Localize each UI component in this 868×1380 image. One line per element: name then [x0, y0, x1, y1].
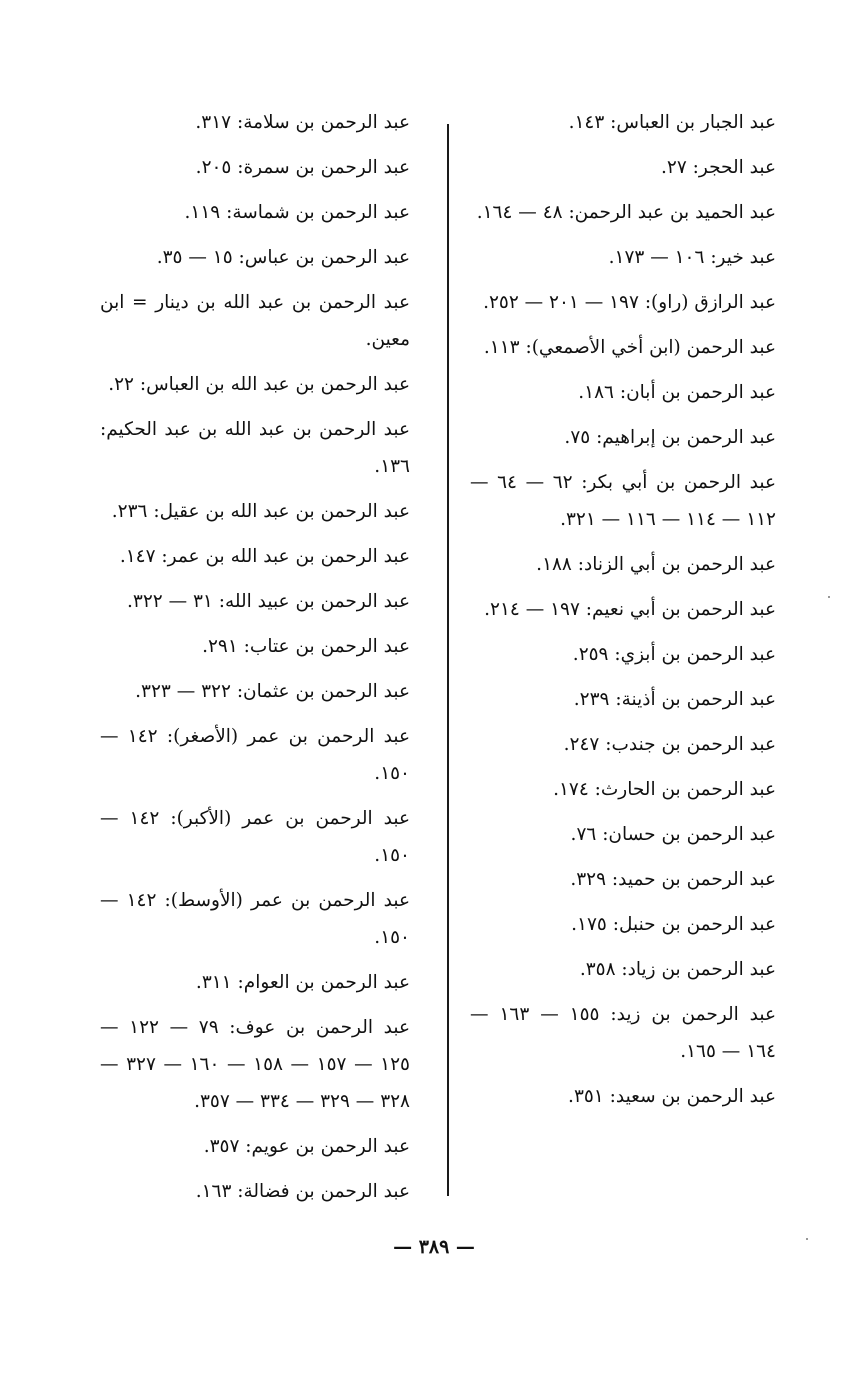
- index-entry: عبد الرحمن بن أذينة: ٢٣٩.: [573, 689, 776, 710]
- index-entry: عبد الرحمن بن إبراهيم: ٧٥.: [564, 427, 776, 448]
- index-entry: عبد الرحمن بن العوام: ٣١١.: [195, 972, 410, 993]
- scan-speck: [806, 1238, 808, 1240]
- index-entry: عبد الحجر: ٢٧.: [661, 157, 776, 178]
- index-entry: عبد الرحمن بن عمر (الأكبر): ١٤٢ — ١٥٠.: [100, 808, 411, 866]
- index-entry: عبد الرحمن بن عبد الله بن العباس: ٢٢.: [108, 374, 410, 395]
- index-entry: عبد الرحمن بن سلامة: ٣١٧.: [195, 112, 410, 133]
- index-entry: عبد الجبار بن العباس: ١٤٣.: [568, 112, 776, 133]
- index-entry: عبد الرحمن بن حنبل: ١٧٥.: [571, 914, 776, 935]
- page-number: — ٣٨٩ —: [393, 1236, 475, 1258]
- index-entry: عبد الحميد بن عبد الرحمن: ٤٨ — ١٦٤.: [476, 202, 776, 223]
- index-entry: عبد الرحمن بن أبي الزناد: ١٨٨.: [536, 554, 776, 575]
- index-entry: عبد الرحمن بن شماسة: ١١٩.: [184, 202, 410, 223]
- index-entry: عبد الرحمن بن عبد الله بن عمر: ١٤٧.: [119, 546, 410, 567]
- index-entry: عبد الرحمن بن أبي بكر: ٦٢ — ٦٤ — ١١٢ — ١١٤ — ١١٦ — ٣٢١.: [470, 472, 776, 530]
- index-entry: عبد الرحمن بن جندب: ٢٤٧.: [563, 734, 776, 755]
- index-entry: عبد الرحمن بن عتاب: ٢٩١.: [202, 636, 410, 657]
- index-entry: عبد الرحمن بن أبان: ١٨٦.: [578, 382, 776, 403]
- index-column-left: [100, 104, 410, 1218]
- index-entry: عبد الرحمن بن حميد: ٣٢٩.: [570, 869, 776, 890]
- scan-speck: [828, 596, 830, 598]
- index-entry: عبد الرحمن بن عبد الله بن دينار = ابن معين.: [100, 292, 410, 350]
- index-entry: عبد الرحمن بن زيد: ١٥٥ — ١٦٣ — ١٦٤ — ١٦٥.: [470, 1004, 777, 1062]
- index-entry: عبد الرحمن بن عبيد الله: ٣١ — ٣٢٢.: [127, 591, 410, 612]
- index-entry: عبد الرازق (راو): ١٩٧ — ٢٠١ — ٢٥٢.: [483, 292, 776, 313]
- index-entry: عبد الرحمن بن فضالة: ١٦٣.: [195, 1181, 410, 1202]
- index-entry: عبد الرحمن بن عبد الله بن عبد الحكيم: ١٣٦.: [100, 419, 410, 477]
- index-entry: عبد الرحمن بن أبي نعيم: ١٩٧ — ٢١٤.: [484, 599, 776, 620]
- index-entry: عبد الرحمن بن أبزي: ٢٥٩.: [572, 644, 776, 665]
- index-entry: عبد الرحمن بن عمر (الأصغر): ١٤٢ — ١٥٠.: [100, 726, 410, 784]
- index-entry: عبد الرحمن بن الحارث: ١٧٤.: [553, 779, 776, 800]
- index-entry: عبد الرحمن بن سعيد: ٣٥١.: [568, 1086, 776, 1107]
- column-divider: [447, 124, 449, 1196]
- index-entry: عبد الرحمن بن عويم: ٣٥٧.: [203, 1136, 410, 1157]
- index-entry: عبد الرحمن بن عمر (الأوسط): ١٤٢ — ١٥٠.: [100, 890, 410, 948]
- index-entry: عبد الرحمن بن حسان: ٧٦.: [570, 824, 776, 845]
- index-entry: عبد الرحمن بن عبد الله بن عقيل: ٢٣٦.: [111, 501, 410, 522]
- index-entry: عبد خير: ١٠٦ — ١٧٣.: [608, 247, 776, 268]
- index-entry: عبد الرحمن بن عثمان: ٣٢٢ — ٣٢٣.: [135, 681, 410, 702]
- index-entry: عبد الرحمن بن عباس: ١٥ — ٣٥.: [156, 247, 410, 268]
- index-entry: عبد الرحمن بن زياد: ٣٥٨.: [579, 959, 776, 980]
- index-entry: عبد الرحمن (ابن أخي الأصمعي): ١١٣.: [483, 337, 776, 358]
- index-column-right: [470, 104, 776, 1123]
- index-entry: عبد الرحمن بن عوف: ٧٩ — ١٢٢ — ١٢٥ — ١٥٧ — ١٥٨ — ١٦٠ — ٣٢٧ — ٣٢٨ — ٣٢٩ — ٣٣٤ — ٣٥٧.: [100, 1017, 410, 1112]
- index-entry: عبد الرحمن بن سمرة: ٢٠٥.: [195, 157, 410, 178]
